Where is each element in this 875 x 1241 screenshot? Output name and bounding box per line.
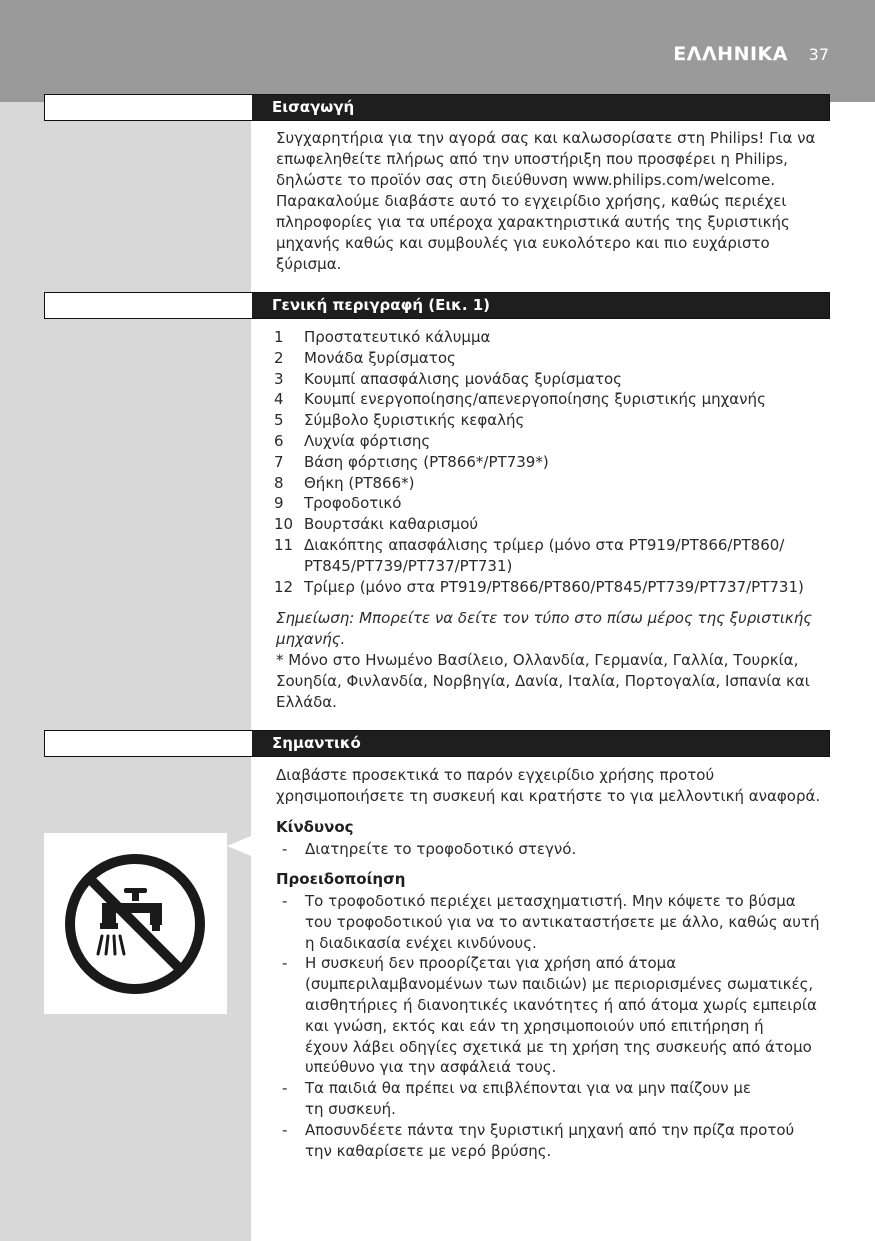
list-item: - Η συσκευή δεν προορίζεται για χρήση από άτομα (συμπεριλαμβανομένων των παιδιών) με περιορισμένες σωματικές, αισθητήριες ή διανοητικές ικανότητες ή από άτομα χωρίς εμπειρία και γνώση, εκτός και εάν τη χρησιμοποιούν υπό επιτήρηση ή έχουν λάβει οδηγίες σχετικά με τη χρήση της συσκευής από άτομο υπεύθυνο για την ασφάλειά τους. [282, 954, 817, 1077]
section-heading-important [44, 730, 830, 757]
list-item: - Το τροφοδοτικό περιέχει μετασχηματιστή. Μην κόψετε το βύσμα του τροφοδοτικού για να το αντικαταστήσετε με άλλο, καθώς αυτή η διαδικασία ενέχει κινδύνους. [282, 892, 820, 952]
list-item: - Αποσυνδέετε πάντα την ξυριστική μηχανή από την πρίζα προτού την καθαρίσετε με νερό βρύσης. [282, 1120, 795, 1160]
section-title: Γενική περιγραφή (Εικ. 1) [272, 296, 491, 314]
list-item: 9 Τροφοδοτικό [274, 494, 402, 513]
list-item: 12 Τρίμερ (μόνο στα PT919/PT866/PT860/PT845/PT739/PT737/PT731) [274, 577, 804, 596]
warning-list [276, 891, 832, 1161]
header-band [0, 0, 875, 102]
section-title: Σημαντικό [272, 734, 361, 752]
list-item: - Τα παιδιά θα πρέπει να επιβλέπονται για να μην παίζουν με τη συσκευή. [282, 1079, 752, 1118]
language-label: ΕΛΛΗΝΙΚΑ [673, 43, 788, 65]
danger-heading: Κίνδυνος [276, 818, 354, 836]
callout-pointer [227, 836, 251, 856]
list-item: - Διατηρείτε το τροφοδοτικό στεγνό. [282, 840, 577, 858]
section-heading-general [44, 292, 830, 319]
list-item: 5 Σύμβολο ξυριστικής κεφαλής [274, 411, 525, 430]
list-item: 8 Θήκη (PT866*) [274, 473, 415, 492]
list-item: 10 Βουρτσάκι καθαρισμού [274, 515, 479, 534]
important-intro: Διαβάστε προσεκτικά το παρόν εγχειρίδιο χρήσης προτού χρησιμοποιήσετε τη συσκευή και κρατήστε το για μελλοντική αναφορά. [276, 766, 821, 805]
section-title: Εισαγωγή [272, 98, 355, 116]
list-item: 3 Κουμπί απασφάλισης μονάδας ξυρίσματος [274, 369, 622, 388]
list-item: 7 Βάση φόρτισης (PT866*/PT739*) [274, 452, 549, 471]
list-item: 2 Μονάδα ξυρίσματος [274, 348, 456, 367]
note-block: Σημείωση: Μπορείτε να δείτε τον τύπο στο πίσω μέρος της ξυριστικής μηχανής. * Μόνο στο Ηνωμένο Βασίλειο, Ολλανδία, Γερμανία, Γαλλία, Τουρκία, Σουηδία, Φινλανδία, Νορβηγία, Δανία, Ιταλία, Πορτογαλία, Ισπανία και Ελλάδα. [276, 609, 813, 711]
intro-paragraph: Συγχαρητήρια για την αγορά σας και καλωσορίσατε στη Philips! Για να επωφεληθείτε πλήρως από την υποστήριξη που προσφέρει η Philips, δηλώστε το προϊόν σας στη διεύθυνση www.philips.com/welcome. Παρακαλούμε διαβάστε αυτό το εγχειρίδιο χρήσης, καθώς περιέχει πληροφορίες για τα υπέροχα χαρακτηριστικά αυτής της ξυριστικής μηχανής καθώς και συμβουλές για ευκολότερο και πιο ευχάριστο ξύρισμα. [276, 129, 816, 273]
list-item: 1 Προστατευτικό κάλυμμα [274, 328, 491, 346]
page-number: 37 [808, 45, 829, 64]
list-item: 4 Κουμπί ενεργοποίησης/απενεργοποίησης ξυριστικής μηχανής [274, 390, 766, 409]
list-item: 6 Λυχνία φόρτισης [274, 431, 431, 450]
pictogram-box [44, 833, 227, 1014]
section-heading-intro [44, 94, 830, 121]
no-tap-water-icon [44, 833, 227, 1014]
list-item: 11 Διακόπτης απασφάλισης τρίμερ (μόνο στα PT919/PT866/PT860/ PT845/PT739/PT737/PT731) [274, 535, 785, 575]
left-margin-column [0, 102, 251, 1241]
danger-list [276, 839, 832, 860]
parts-list [274, 327, 834, 597]
warning-heading: Προειδοποίηση [276, 870, 406, 888]
